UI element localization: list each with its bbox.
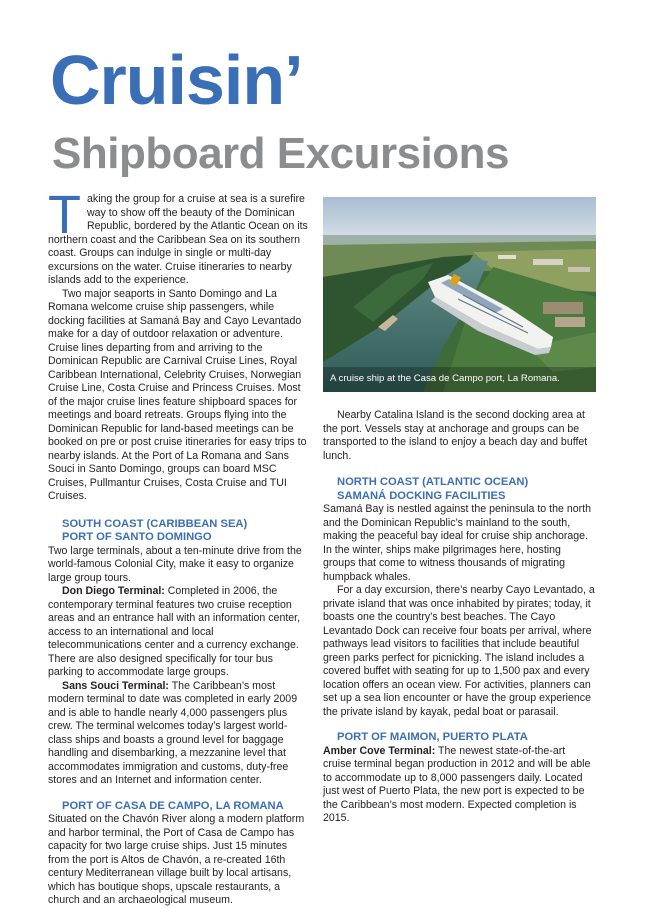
- casa-de-campo-heading-block: [48, 800, 310, 814]
- sans-souci-label: Sans Souci Terminal:: [62, 679, 169, 692]
- santo-domingo-paragraph-1: Two large terminals, about a ten-minute drive from the world-famous Colonial City, make it easy to organize large group tours.: [48, 544, 302, 584]
- page-subtitle: Shipboard Excursions: [52, 129, 509, 178]
- intro-text-1: aking the group for a cruise at sea is a surefire way to show off the beauty of the Dominican Republic, bordered by the Atlantic Ocean on its northern coast and the Caribbean Sea on its southern coast. Groups can indulge in single or multi-day excursions on the water. Cruise itineraries to nearby islands add to the experience.: [48, 193, 308, 286]
- left-column: [48, 185, 310, 908]
- casa-de-campo-heading: PORT OF CASA DE CAMPO, LA ROMANA: [62, 799, 284, 812]
- photo-caption: A cruise ship at the Casa de Campo port, La Romana.: [330, 373, 560, 384]
- amber-cove-label: Amber Cove Terminal:: [323, 744, 436, 757]
- samana-paragraph-2: For a day excursion, there’s nearby Cayo Levantado, a private island that was once inhabited by pirates; today, it boasts one the country’s best beaches. The Cayo Levantado Dock can receive four boats per arrival, where pathways lead visitors to facilities that include beautiful green parks perfect for picnicking. The island includes a covered buffet with seating for up to 1,500 pax and every location offers an ocean view. For activities, planners can set up a sea lion encounter or have the group experience the private island by kayak, pedal boat or parasail.: [323, 584, 595, 718]
- amber-cove-paragraph: [323, 745, 596, 826]
- north-coast-heading-line-2: SAMANÁ DOCKING FACILITIES: [337, 489, 506, 502]
- right-column: [323, 409, 596, 826]
- samana-paragraph-1: Samaná Bay is nestled against the peninsula to the north and the Dominican Republic’s mainland to the south, making the peaceful bay ideal for cruise ship anchorage. In the winter, ships make pilgrimages here, hosting groups that come to witness thousands of migrating humpback whales.: [323, 503, 591, 583]
- north-coast-heading-line-1: NORTH COAST (ATLANTIC OCEAN): [337, 476, 529, 488]
- maimon-heading: PORT OF MAIMON, PUERTO PLATA: [337, 731, 528, 743]
- don-diego-paragraph: [48, 585, 310, 680]
- sans-souci-text: The Caribbean’s most modern terminal to date was completed in early 2009 and is able to handle nearly 4,000 passengers plus crew. The terminal welcomes today’s largest world-class ships and boasts a ground level for baggage handling and disembarking, a mezzanine level that accommodates immigration and customs, duty-free stores and an Internet and information center.: [48, 679, 298, 786]
- amber-cove-text: The newest state-of-the-art cruise terminal began production in 2012 and will be able to accommodate up to 8,000 passengers daily. Located just west of Puerto Plata, the new port is expected to be the Caribbean’s most modern. Expected completion is 2015.: [323, 744, 591, 824]
- south-coast-heading: [48, 518, 310, 545]
- casa-de-campo-paragraph: Situated on the Chavón River along a modern platform and harbor terminal, the Port of Casa de Campo has capacity for two large cruise ships. Just 15 minutes from the port is Altos de Chavón, a re-created 16th century Mediterranean village built by local artisans, which has boutique shops, upscale restaurants, a church and an archaeological museum.: [48, 813, 305, 906]
- page-title: Cruisin’: [50, 41, 303, 119]
- drop-cap: T: [48, 185, 81, 245]
- cruise-ship-photo: [323, 197, 596, 392]
- south-coast-heading-line-1: SOUTH COAST (CARIBBEAN SEA): [62, 517, 248, 530]
- don-diego-label: Don Diego Terminal:: [62, 585, 165, 597]
- north-coast-heading: [323, 476, 596, 503]
- sans-souci-paragraph: [48, 680, 310, 788]
- south-coast-heading-line-2: PORT OF SANTO DOMINGO: [62, 531, 212, 543]
- catalina-paragraph: Nearby Catalina Island is the second docking area at the port. Vessels stay at anchorage and groups can be transported to the island to enjoy a beach day and buffet lunch.: [323, 409, 588, 462]
- intro-paragraph-1: [48, 185, 310, 288]
- maimon-heading-block: [323, 731, 596, 745]
- intro-paragraph-2: Two major seaports in Santo Domingo and La Romana welcome cruise ship passengers, while docking facilities at Samaná Bay and Cayo Levantado make for a day of outdoor relaxation or adventure. Cruise lines departing from and arriving to the Dominican Republic are Carnival Cruise Lines, Royal Caribbean International, Celebrity Cruises, Norwegian Cruise Line, Costa Cruise and Princess Cruises. Most of the major cruise lines feature shipboard spaces for meetings and board retreats. Groups flying into the Dominican Republic for land-based meetings can be booked on pre or post cruise itineraries for easy trips to nearby islands. At the Port of La Romana and Sans Souci in Santo Domingo, groups can board MSC Cruises, Pullmantur Cruises, Costa Cruise and TUI Cruises.: [48, 287, 307, 502]
- don-diego-text: Completed in 2006, the contemporary terminal features two cruise reception areas and an entrance hall with an information center, access to an international and local telecommunications center and a currency exchange. There are also designed specifically for tour bus parking to accommodate large groups.: [48, 585, 301, 678]
